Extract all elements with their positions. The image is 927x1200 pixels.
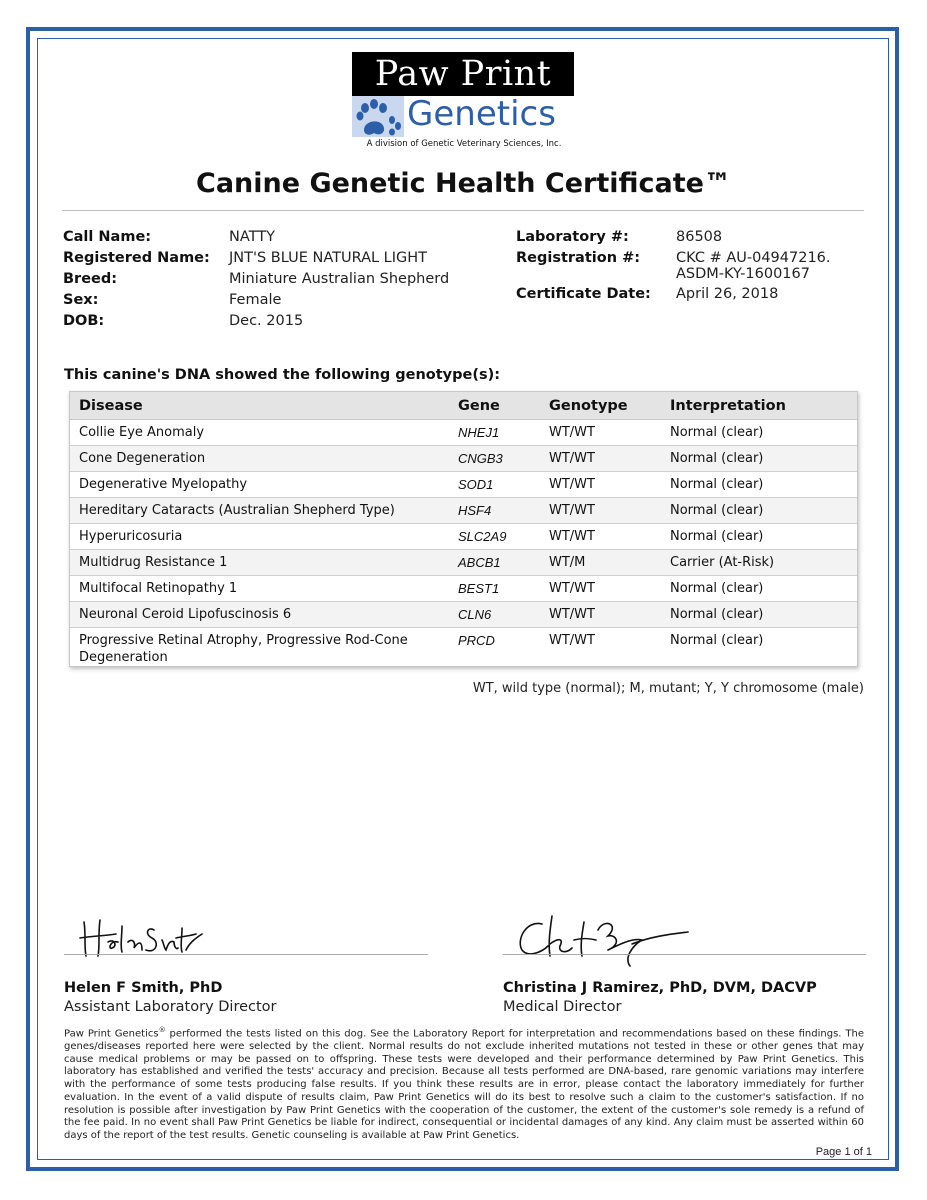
table-row (70, 576, 857, 602)
genotype-cell: WT/M (540, 550, 661, 576)
table-row (70, 550, 857, 576)
gene-cell: CLN6 (449, 602, 540, 628)
gene-cell: SLC2A9 (449, 524, 540, 550)
table-header-row (70, 392, 857, 420)
table-row (70, 498, 857, 524)
registration-value-line1: CKC # AU-04947216. (676, 250, 831, 266)
interpretation-cell: Normal (clear) (661, 446, 857, 472)
disease-cell: Collie Eye Anomaly (70, 420, 449, 446)
interpretation-cell: Normal (clear) (661, 498, 857, 524)
table-row (70, 420, 857, 446)
table-row (70, 446, 857, 472)
registration-value-line2: ASDM-KY-1600167 (676, 266, 810, 282)
call-name-value: NATTY (229, 229, 275, 245)
disease-cell: Degenerative Myelopathy (70, 472, 449, 498)
genotype-cell: WT/WT (540, 524, 661, 550)
disease-cell: Neuronal Ceroid Lipofuscinosis 6 (70, 602, 449, 628)
laboratory-label: Laboratory #: (516, 229, 629, 245)
call-name-label: Call Name: (63, 229, 152, 245)
genotype-cell: WT/WT (540, 576, 661, 602)
registration-label: Registration #: (516, 250, 641, 266)
table-row (70, 602, 857, 628)
gene-cell: HSF4 (449, 498, 540, 524)
registered-mark: ® (158, 1026, 166, 1034)
table-row (70, 472, 857, 498)
right-signature-line (503, 954, 866, 955)
interpretation-cell: Normal (clear) (661, 472, 857, 498)
sex-label: Sex: (63, 292, 99, 308)
column-header-disease: Disease (70, 392, 449, 420)
logo-bottom-text: Genetics (407, 94, 556, 134)
disease-cell: Hyperuricosuria (70, 524, 449, 550)
logo-top-text: Paw Print (352, 52, 574, 96)
column-header-genotype: Genotype (540, 392, 661, 420)
genotype-cell: WT/WT (540, 602, 661, 628)
certificate-date-label: Certificate Date: (516, 286, 651, 302)
certificate-date-value: April 26, 2018 (676, 286, 779, 302)
left-signer-title: Assistant Laboratory Director (64, 999, 277, 1015)
disease-cell: Hereditary Cataracts (Australian Shepherd Type) (70, 498, 449, 524)
dob-value: Dec. 2015 (229, 313, 304, 329)
helen-smith-signature (78, 912, 208, 960)
left-signature-line (64, 954, 428, 955)
disease-cell: Multidrug Resistance 1 (70, 550, 449, 576)
genotype-legend: WT, wild type (normal); M, mutant; Y, Y chromosome (male) (472, 681, 864, 696)
genotype-cell: WT/WT (540, 498, 661, 524)
gene-cell: BEST1 (449, 576, 540, 602)
logo-tagline: A division of Genetic Veterinary Sciences, Inc. (352, 137, 576, 151)
breed-label: Breed: (63, 271, 118, 287)
breed-value: Miniature Australian Shepherd (229, 271, 450, 287)
right-signer-title: Medical Director (503, 999, 622, 1015)
registered-name-value: JNT'S BLUE NATURAL LIGHT (229, 250, 428, 266)
gene-cell: ABCB1 (449, 550, 540, 576)
sex-value: Female (229, 292, 282, 308)
left-signer-name: Helen F Smith, PhD (64, 980, 223, 996)
page-number: Page 1 of 1 (815, 1146, 872, 1158)
genotype-cell: WT/WT (540, 446, 661, 472)
disclaimer-text: performed the tests listed on this dog. See the Laboratory Report for interpretation and recommendations based on these findings. The genes/diseases reported here were selected by the client. Normal results do not exclude inherited mutations not tested in these or other genes that may cause medical problems or may be passed on to offspring. These tests were developed and their performance determined by Paw Print Genetics. This laboratory has established and verified the tests' accuracy and precision. Because all tests performed are DNA-based, rare genomic variations may interfere with the performance of some tests producing false results. If you think these results are in error, please contact the laboratory immediately for further evaluation. In the event of a valid dispute of results claim, Paw Print Genetics will do its best to resolve such a claim to the customer's satisfaction. If no resolution is possible after investigation by Paw Print Genetics with the cooperation of the customer, the extent of the customer's sole remedy is a refund of the fee paid. In no event shall Paw Print Genetics be liable for indirect, consequential or incidental damages of any kind. Any claim must be asserted within 60 days of the report of the test results. Genetic counseling is available at Paw Print Genetics. (64, 1028, 864, 1141)
christina-ramirez-signature (512, 910, 692, 970)
interpretation-cell: Normal (clear) (661, 576, 857, 602)
genotype-cell: WT/WT (549, 633, 595, 648)
gene-cell: PRCD (458, 633, 495, 648)
laboratory-value: 86508 (676, 229, 723, 245)
interpretation-cell: Normal (clear) (661, 524, 857, 550)
table-row (70, 524, 857, 550)
disease-cell: Cone Degeneration (70, 446, 449, 472)
interpretation-cell: Normal (clear) (661, 602, 857, 628)
paw-print-genetics-logo (352, 52, 576, 152)
column-header-interpretation: Interpretation (661, 392, 857, 420)
genotype-cell: WT/WT (540, 420, 661, 446)
table-row (70, 628, 857, 671)
gene-cell: SOD1 (449, 472, 540, 498)
interpretation-cell: Normal (clear) (670, 633, 764, 648)
title-divider (62, 210, 864, 211)
genotype-cell: WT/WT (540, 472, 661, 498)
disease-cell: Multifocal Retinopathy 1 (70, 576, 449, 602)
right-signer-name: Christina J Ramirez, PhD, DVM, DACVP (503, 980, 817, 996)
disclaimer-brand: Paw Print Genetics (64, 1028, 159, 1040)
results-heading: This canine's DNA showed the following genotype(s): (64, 367, 501, 383)
gene-cell: NHEJ1 (449, 420, 540, 446)
legal-disclaimer (64, 1024, 864, 1143)
genotype-table (69, 391, 858, 667)
interpretation-cell: Normal (clear) (661, 420, 857, 446)
dob-label: DOB: (63, 313, 105, 329)
certificate-title: Canine Genetic Health Certificate™ (196, 168, 731, 199)
interpretation-cell: Carrier (At-Risk) (661, 550, 857, 576)
registered-name-label: Registered Name: (63, 250, 210, 266)
column-header-gene: Gene (449, 392, 540, 420)
gene-cell: CNGB3 (449, 446, 540, 472)
disease-cell: Progressive Retinal Atrophy, Progressive Rod-Cone Degeneration (79, 633, 408, 665)
